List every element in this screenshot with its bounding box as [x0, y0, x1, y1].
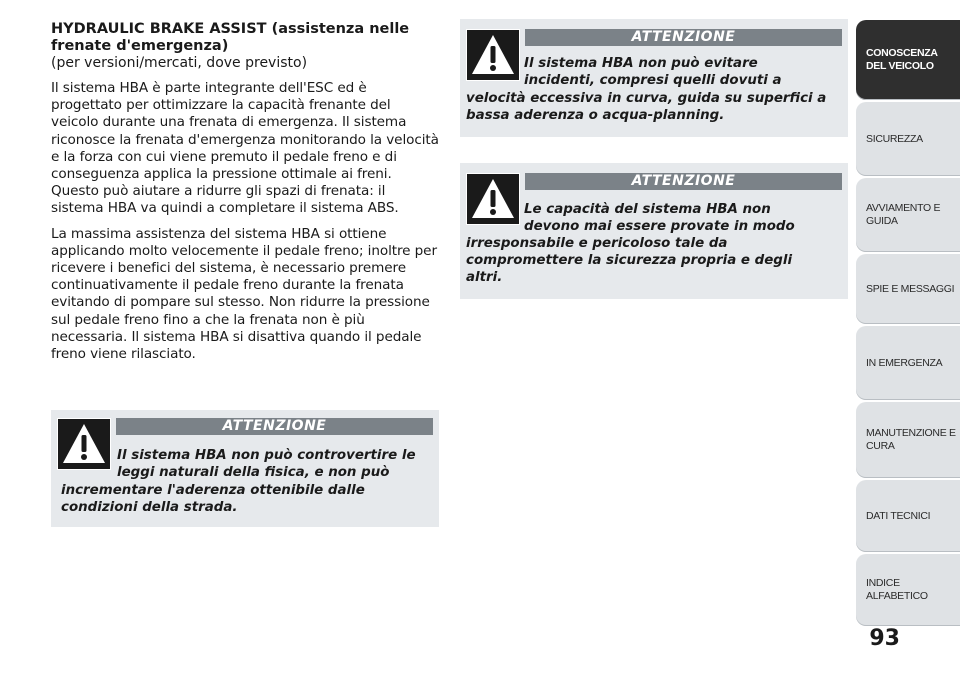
warning-text-2-rest: velocità eccessiva in curva, guida su superfici a bassa aderenza o acqua-planning.	[466, 91, 827, 123]
paragraph-1: Il sistema HBA è parte integrante dell'ESC ed è progettato per ottimizzare la capacità frenante del veicolo durante una frenata di emergenza. Il sistema riconosce la frenata d'emergenza monitorando la velocità e la forza con cui viene premuto il pedale freno e di conseguenza applica la pressione ottimale ai freni. Questo può aiutare a ridurre gli spazi di frenata: il sistema HBA va quindi a completare il sistema ABS.	[51, 80, 439, 217]
tab-indice-alfabetico[interactable]: INDICE ALFABETICO	[856, 554, 960, 626]
paragraph-2: La massima assistenza del sistema HBA si ottiene applicando molto velocemente il pedale freno; inoltre per ricevere i benefici del sistema, è necessario premere continuativamente il pedale freno durante la frenata evitando di pompare sul stesso. Non ridurre la pressione sul pedale freno fino a che la frenata non è più necessaria. Il sistema HBA si disattiva quando il pedale freno viene rilasciato.	[51, 225, 437, 363]
warning-text-3	[524, 201, 804, 235]
warning-text-3-rest: irresponsabile e pericoloso tale da compromettere la sicurezza propria e degli altri.	[466, 236, 793, 285]
tab-spie-e-messaggi[interactable]: SPIE E MESSAGGI	[856, 254, 960, 324]
warning-box-1	[51, 410, 439, 527]
page-number: 93	[869, 626, 900, 651]
tab-avviamento-e-guida[interactable]: AVVIAMENTO E GUIDA	[856, 178, 960, 252]
warning-label-2: ATTENZIONE	[525, 29, 842, 46]
warning-lead-1: Il sistema HBA non può controvertire le leggi naturali della fisica, e non può	[117, 448, 416, 480]
warning-text-1-rest: incrementare l'aderenza ottenibile dalle condizioni della strada.	[61, 483, 365, 515]
warning-box-2	[460, 19, 848, 137]
tab-dati-tecnici[interactable]: DATI TECNICI	[856, 480, 960, 552]
warning-label-1: ATTENZIONE	[116, 418, 433, 435]
left-column	[51, 21, 441, 371]
tab-sicurezza[interactable]: SICUREZZA	[856, 102, 960, 176]
warning-lead-2: Il sistema HBA non può evitare incidenti, compresi quelli dovuti a	[524, 56, 782, 88]
tab-in-emergenza[interactable]: IN EMERGENZA	[856, 326, 960, 400]
tab-manutenzione-e-cura[interactable]: MANUTENZIONE E CURA	[856, 402, 960, 478]
warning-lead-3: Le capacità del sistema HBA non devono mai essere provate in modo	[524, 202, 795, 234]
warning-triangle-icon	[466, 29, 520, 85]
warning-box-3	[460, 163, 848, 299]
warning-text-2	[524, 55, 824, 89]
warning-text-1	[117, 447, 433, 481]
tab-conoscenza-del-veicolo[interactable]: CONOSCENZA DEL VEICOLO	[856, 20, 960, 100]
section-subtitle: (per versioni/mercati, dove previsto)	[51, 55, 308, 71]
warning-label-3: ATTENZIONE	[525, 173, 842, 190]
warning-triangle-icon	[466, 173, 520, 229]
warning-triangle-icon	[57, 418, 111, 474]
section-title: HYDRAULIC BRAKE ASSIST (assistenza nelle frenate d'emergenza)	[51, 21, 410, 54]
